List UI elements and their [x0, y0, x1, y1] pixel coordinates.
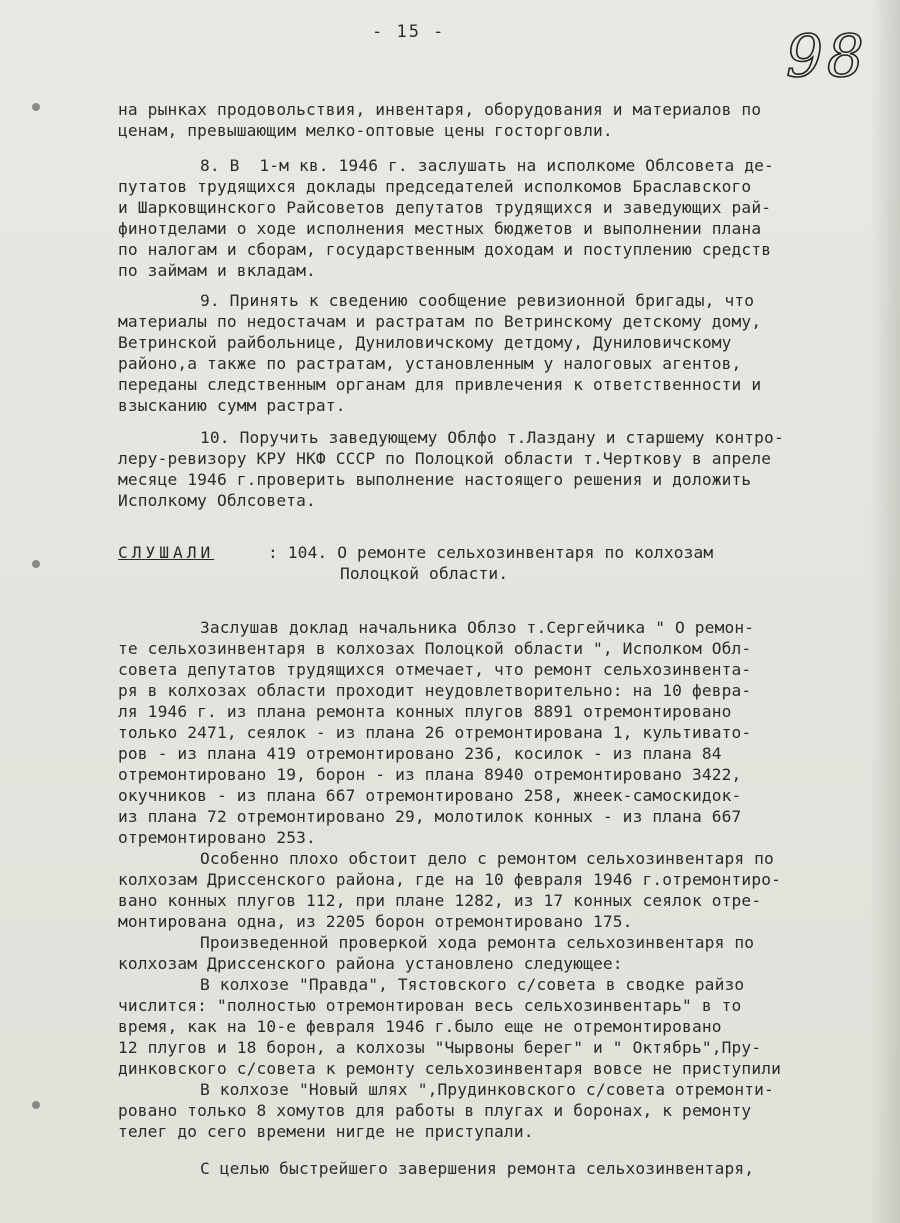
text-line: 9. Принять к сведению сообщение ревизионной бригады, что	[200, 291, 755, 310]
text-line: по налогам и сборам, государственным доходам и поступлению средств	[118, 240, 772, 259]
text-line: динковского с/совета к ремонту сельхозинвентаря вовсе не приступили	[118, 1059, 782, 1078]
handwritten-page-number-text: 98	[786, 24, 868, 86]
section-heading-label: СЛУШАЛИ	[118, 543, 215, 562]
text-line: числится: "полностью отремонтирован весь сельхозинвентарь" в то	[118, 996, 742, 1015]
text-line: 10. Поручить заведующему Облфо т.Лаздану и старшему контро-	[200, 428, 784, 447]
text-line: материалы по недостачам и растратам по Ветринскому детскому дому,	[118, 312, 762, 331]
text-line: и Шарковщинского Райсоветов депутатов трудящихся и заведующих рай-	[118, 198, 772, 217]
section-heading: Полоцкой области.	[340, 564, 509, 583]
text-line: ря в колхозах области проходит неудовлетворительно: на 10 февра-	[118, 681, 752, 700]
handwritten-page-number	[780, 24, 870, 86]
text-line: Заслушав доклад начальника Облзо т.Сергейчика " О ремон-	[200, 618, 755, 637]
text-line: окучников - из плана 667 отремонтировано 258, жнеек-самоскидок-	[118, 786, 742, 805]
text-line: месяце 1946 г.проверить выполнение настоящего решения и доложить	[118, 470, 752, 489]
text-line: отремонтировано 253.	[118, 828, 316, 847]
text-line: финотделами о ходе исполнения местных бюджетов и выполнении плана	[118, 219, 762, 238]
text-line: монтирована одна, из 2205 борон отремонтировано 175.	[118, 912, 633, 931]
text-line: Исполкому Облсовета.	[118, 491, 316, 510]
text-line: колхозам Дриссенского района, где на 10 февраля 1946 г.отремонтиро-	[118, 870, 782, 889]
page-number: - 15 -	[372, 22, 446, 42]
text-line: Произведенной проверкой хода ремонта сельхозинвентаря по	[200, 933, 755, 952]
text-line: Ветринской райбольнице, Дуниловичскому детдому, Дуниловичскому	[118, 333, 732, 352]
text-line: В колхозе "Новый шлях ",Прудинковского с/совета отремонти-	[200, 1080, 774, 1099]
text-line: путатов трудящихся доклады председателей исполкомов Браславского	[118, 177, 752, 196]
text-line: на рынках продовольствия, инвентаря, оборудования и материалов по	[118, 100, 762, 119]
text-line: взысканию сумм растрат.	[118, 396, 346, 415]
text-line: ля 1946 г. из плана ремонта конных плугов 8891 отремонтировано	[118, 702, 732, 721]
text-line: 12 плугов и 18 борон, а колхозы "Чырвоны берег" и " Октябрь",Пру-	[118, 1038, 762, 1057]
text-line: из плана 72 отремонтировано 29, молотилок конных - из плана 667	[118, 807, 742, 826]
punch-hole	[32, 560, 40, 568]
text-line: колхозам Дриссенского района установлено следующее:	[118, 954, 623, 973]
text-line: В колхозе "Правда", Тястовского с/совета в сводке райзо	[200, 975, 745, 994]
text-line: ценам, превышающим мелко-оптовые цены госторговли.	[118, 121, 613, 140]
text-line: лерy-ревизору КРУ НКФ СССР по Полоцкой области т.Черткову в апреле	[118, 449, 772, 468]
text-line: только 2471, сеялок - из плана 26 отремонтирована 1, культивато-	[118, 723, 752, 742]
text-line: время, как на 10-е февраля 1946 г.было еще не отремонтировано	[118, 1017, 722, 1036]
text-line: вано конных плугов 112, при плане 1282, из 17 конных сеялок отре-	[118, 891, 762, 910]
punch-hole	[32, 1101, 40, 1109]
text-line: по займам и вкладам.	[118, 261, 316, 280]
section-heading: : 104. О ремонте сельхозинвентаря по колхозам	[268, 543, 714, 562]
text-line: те сельхозинвентаря в колхозах Полоцкой области ", Исполком Обл-	[118, 639, 752, 658]
punch-hole	[32, 103, 40, 111]
text-line: ров - из плана 419 отремонтировано 236, косилок - из плана 84	[118, 744, 722, 763]
text-line: совета депутатов трудящихся отмечает, что ремонт сельхозинвента-	[118, 660, 752, 679]
text-line: С целью быстрейшего завершения ремонта сельхозинвентаря,	[200, 1159, 755, 1178]
text-line: отремонтировано 19, борон - из плана 8940 отремонтировано 3422,	[118, 765, 742, 784]
text-line: районо,а также по растратам, установленным у налоговых агентов,	[118, 354, 742, 373]
text-line: Особенно плохо обстоит дело с ремонтом сельхозинвентаря по	[200, 849, 774, 868]
text-line: переданы следственным органам для привлечения к ответственности и	[118, 375, 762, 394]
text-line: телег до сего времени нигде не приступали.	[118, 1122, 534, 1141]
text-line: 8. В 1-м кв. 1946 г. заслушать на исполкоме Облсовета де-	[200, 156, 774, 175]
text-line: ровано только 8 хомутов для работы в плугах и боронах, к ремонту	[118, 1101, 752, 1120]
